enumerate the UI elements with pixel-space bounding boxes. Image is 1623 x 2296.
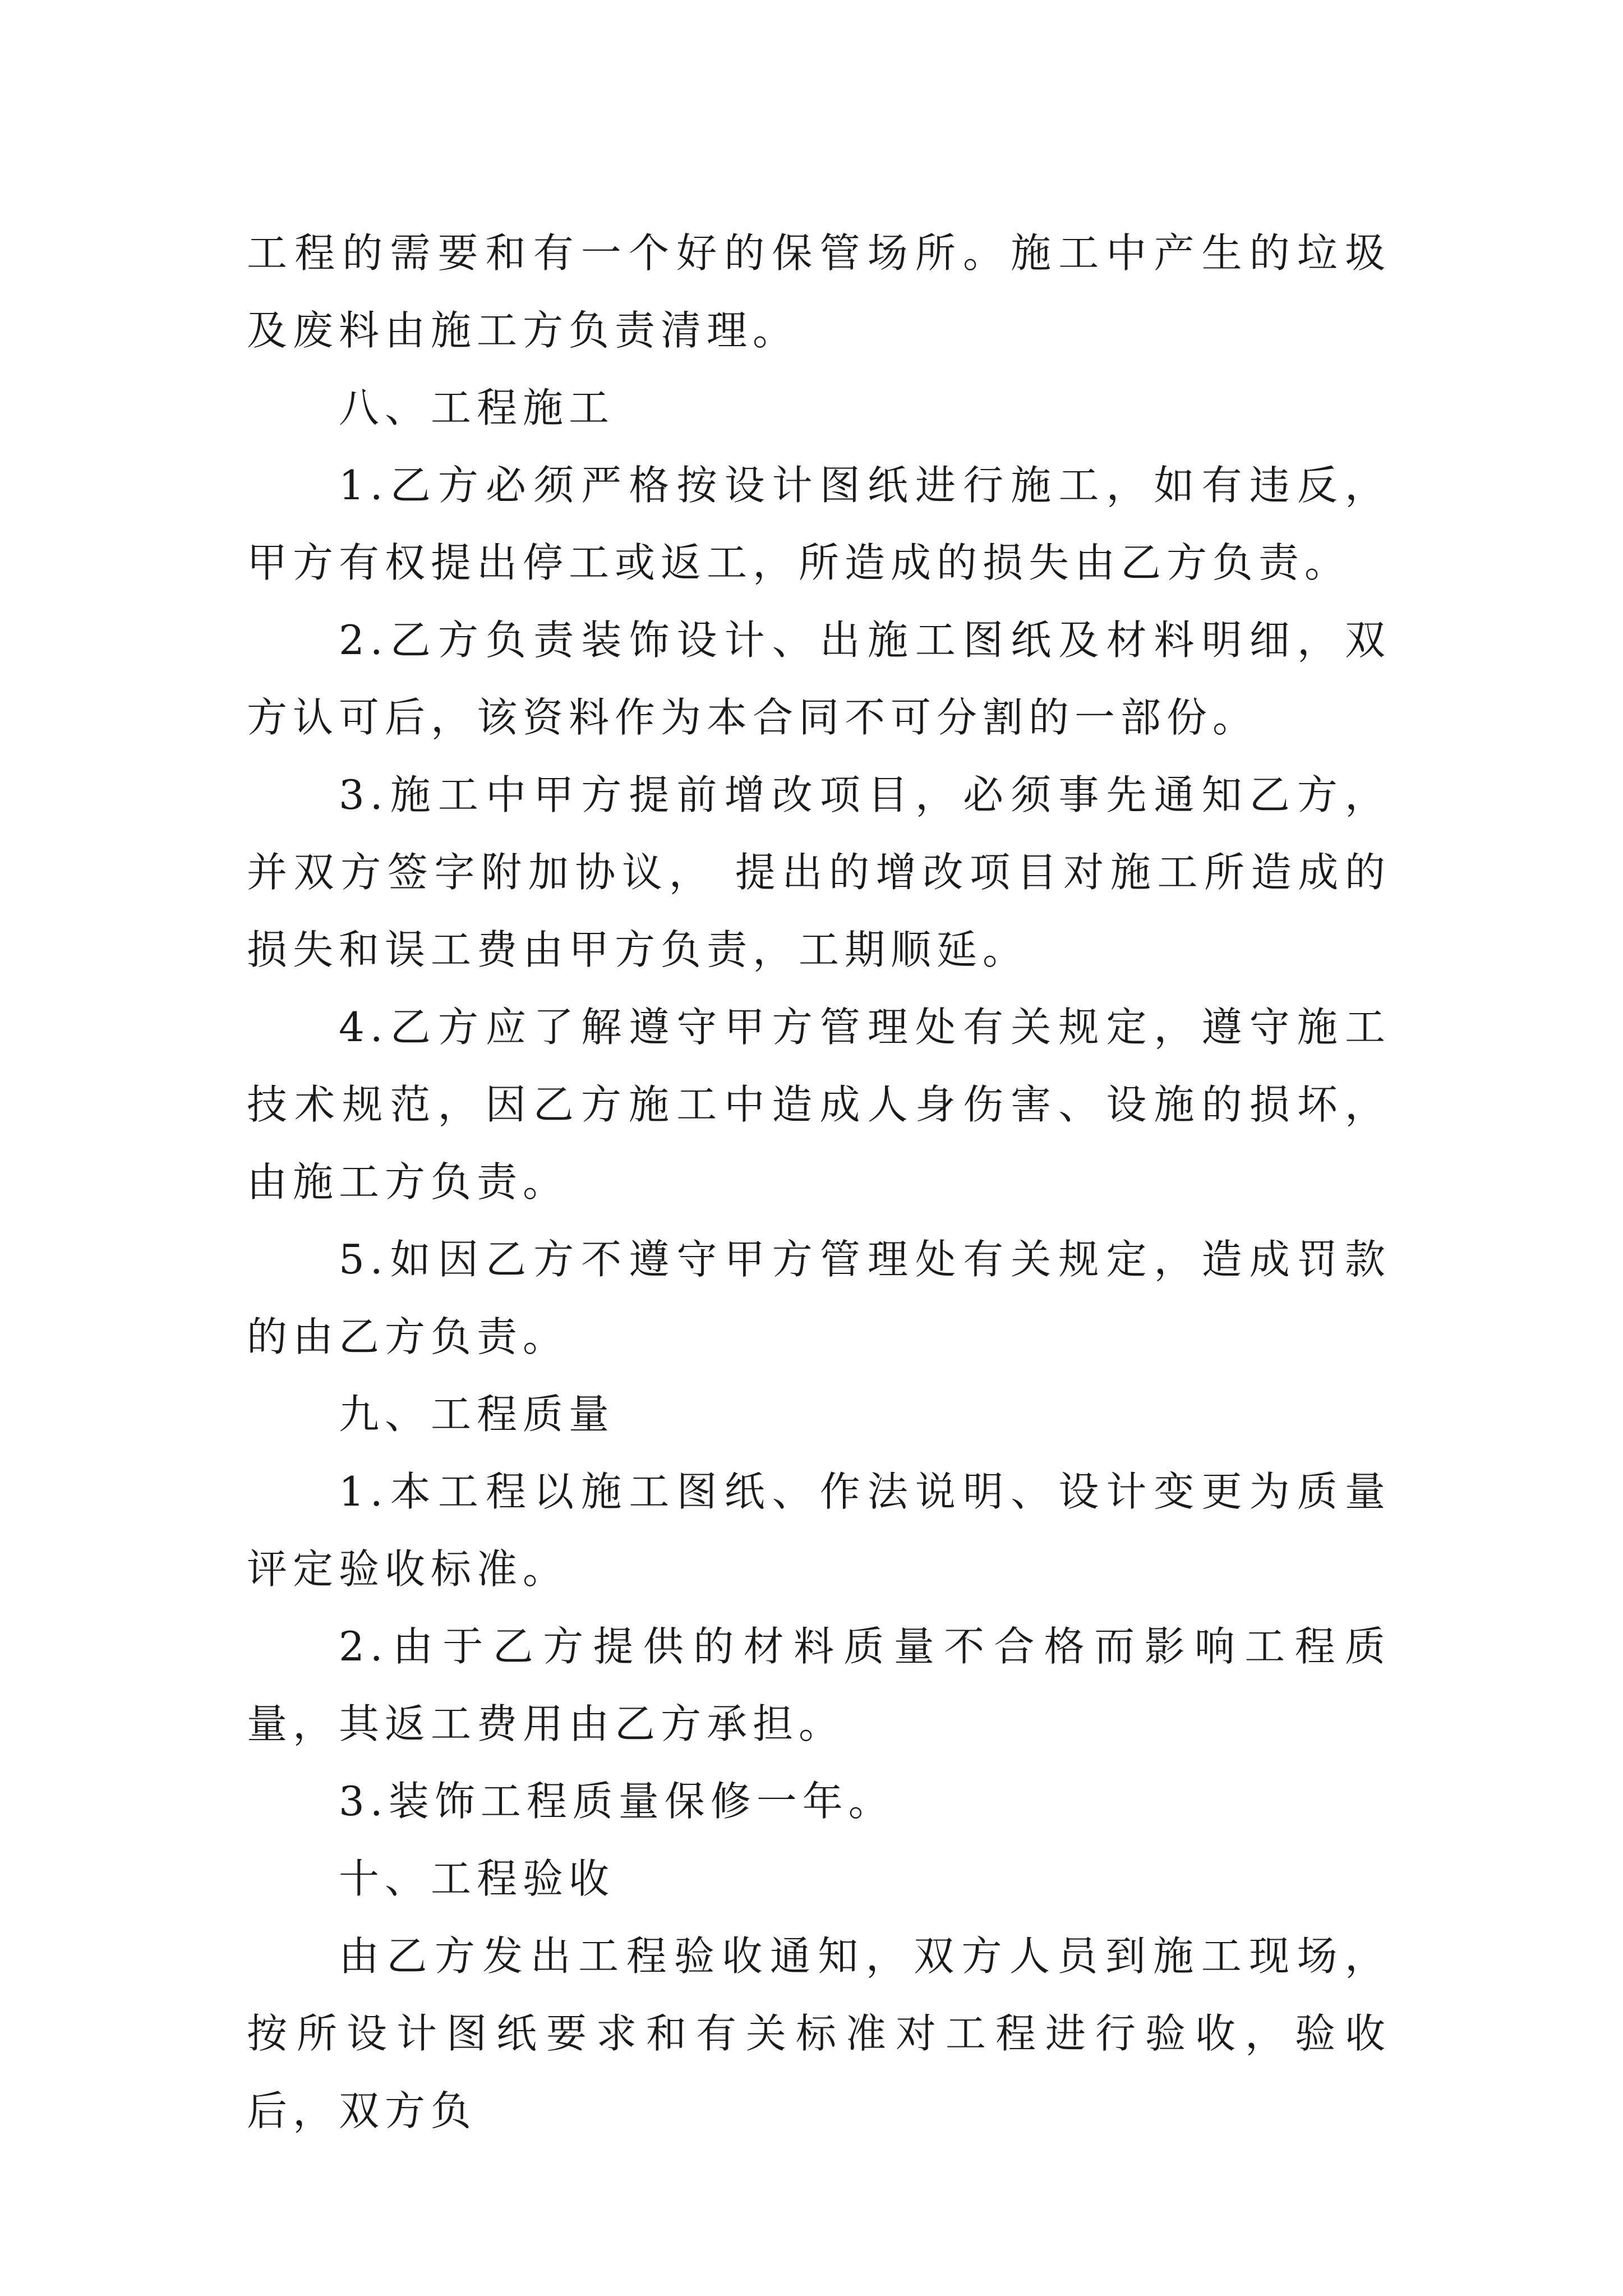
clause-9-3: 3.装饰工程质量保修一年。 <box>339 1778 895 1825</box>
document-body <box>247 214 1391 2150</box>
section-heading-8: 八、工程施工 <box>339 384 615 431</box>
section-heading-10: 十、工程验收 <box>339 1855 615 1902</box>
clause-9-2: 2.由于乙方提供的材料质量不合格而影响工程质量，其返工费用由乙方承担。 <box>247 1623 1391 1747</box>
clause-8-4: 4.乙方应了解遵守甲方管理处有关规定，遵守施工技术规范，因乙方施工中造成人身伤害、设施的损坏，由施工方负责。 <box>247 1004 1391 1205</box>
clause-10-body: 由乙方发出工程验收通知，双方人员到施工现场，按所设计图纸要求和有关标准对工程进行验收，验收后，双方负 <box>247 1932 1391 2134</box>
clause-9-1: 1.本工程以施工图纸、作法说明、设计变更为质量评定验收标准。 <box>247 1468 1391 1593</box>
clause-8-5: 5.如因乙方不遵守甲方管理处有关规定，造成罚款的由乙方负责。 <box>247 1236 1391 1360</box>
clause-8-3: 3.施工中甲方提前增改项目，必须事先通知乙方，并双方签字附加协议， 提出的增改项目对施工所造成的损失和误工费由甲方负责，工期顺延。 <box>247 771 1391 973</box>
section-heading-9: 九、工程质量 <box>339 1391 615 1438</box>
paragraph-continuation: 工程的需要和有一个好的保管场所。施工中产生的垃圾及废料由施工方负责清理。 <box>247 229 1391 354</box>
clause-8-2: 2.乙方负责装饰设计、出施工图纸及材料明细，双方认可后，该资料作为本合同不可分割的一部份。 <box>247 616 1391 741</box>
clause-8-1: 1.乙方必须严格按设计图纸进行施工，如有违反，甲方有权提出停工或返工，所造成的损失由乙方负责。 <box>247 462 1391 586</box>
